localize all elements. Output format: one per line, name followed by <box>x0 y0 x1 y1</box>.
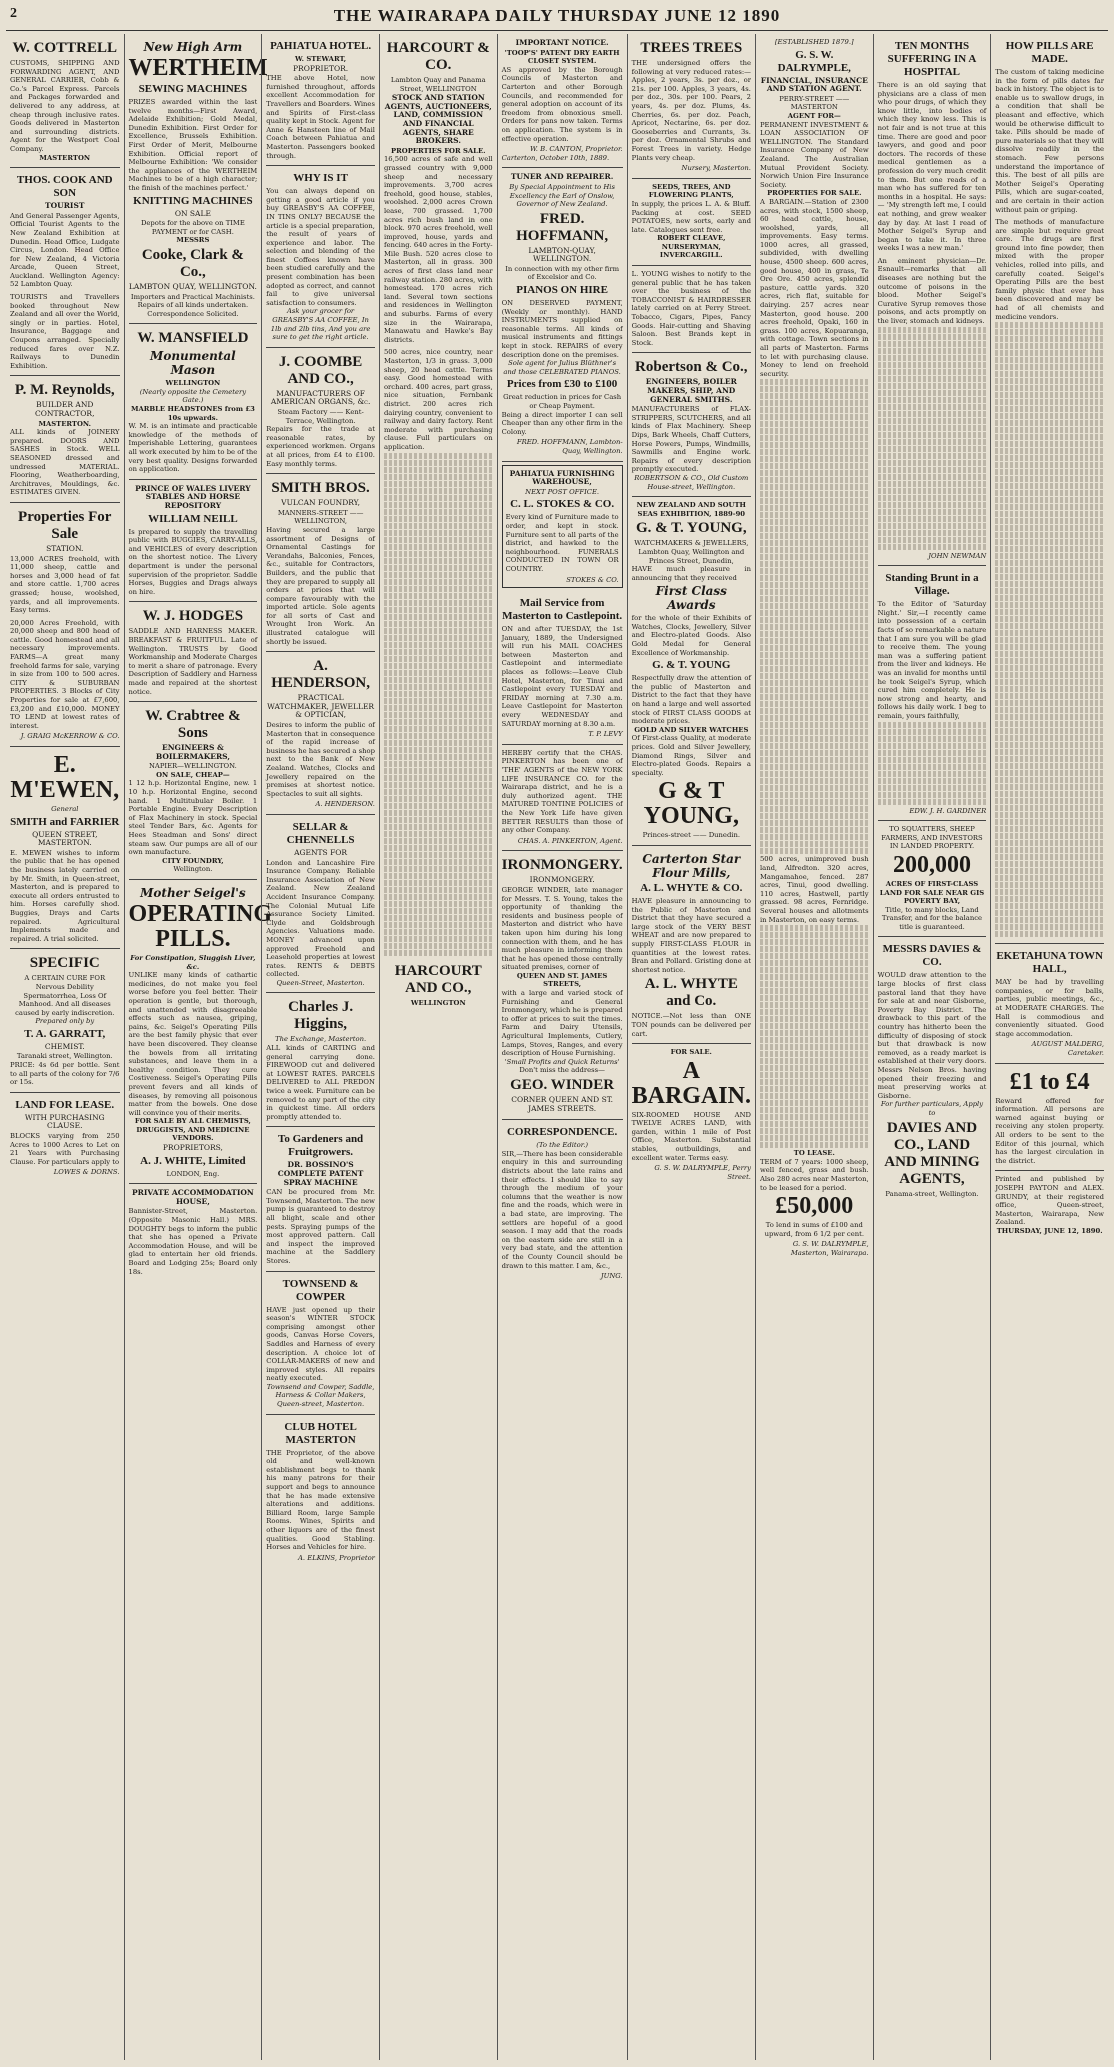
iron-body: GEORGE WINDER, late manager for Messrs. T. S. Young, takes the opportunity of thanking the residents and business people of Masterton and district who have taken upon him during his long connection with them, and he has much pleasure in informing them that he has opened those centrally situated premises, corner of <box>501 885 623 972</box>
ten-title: TEN MONTHS SUFFERING IN A HOSPITAL <box>887 40 977 78</box>
robertson-signature: ROBERTSON & CO., Old Custom House-street, Wellington. <box>634 473 749 491</box>
hoffmann-ad <box>502 168 623 461</box>
watches-title: GOLD AND SILVER WATCHES <box>634 725 749 734</box>
ironmongery-ad <box>502 851 623 1120</box>
trees-title: TREES TREES <box>640 40 743 56</box>
crabtree-ad <box>129 702 258 880</box>
sellar-chennells-ad <box>266 815 375 994</box>
bargain-ad <box>632 1044 751 1186</box>
hoffmann-body: In connection with my other firm of Excelsior and Co. <box>505 264 620 282</box>
city-foundry-place: Wellington. <box>173 865 213 874</box>
seeds-body: In supply, the prices L. A. & Bluff. Packing at cost. SEED POTATOES, new sorts, early and late. Catalogues sent free. <box>631 199 751 234</box>
cottrell-name: W. COTTRELL <box>12 40 117 56</box>
smith-sub: VULCAN FOUNDRY, <box>281 498 361 508</box>
club-hotel-ad <box>266 1415 375 1568</box>
pianos-body: ON DESERVED PAYMENT, (Weekly or monthly). HAND INSTRUMENTS supplied on reasonable terms. All kinds of musical instruments and fittings kept in stock. REPAIRS of every description done on the premises. <box>501 299 623 359</box>
corr-body: SIR,—There has been considerable enquiry in this and surrounding districts about the late rains and their effects. I should like to say through the medium of your columns that the weather is now fine and the roads, which were in a bad state, are improving. The settlers are hopeful of a good season. I may add that the roads on the eastern side are still in a very bad state, and the attention of the County Council should be drawn to this matter. I am, &c., <box>501 1149 623 1270</box>
dalrymple-sub: FINANCIAL, INSURANCE AND STATION AGENT. <box>760 75 868 94</box>
pahiatua-owner: W. STEWART, <box>295 55 347 63</box>
hoffmann-title: FRED. HOFFMANN, <box>516 210 609 244</box>
notice-date: Carterton, October 10th, 1889. <box>501 153 610 162</box>
seeds-signature: ROBERT CLEAVE, NURSERYMAN, INVERCARGILL. <box>657 234 726 260</box>
seigel-london: LONDON, Eng. <box>166 1169 220 1178</box>
how-pills-article <box>995 34 1104 944</box>
gardeners-title: To Gardeners and Fruitgrowers. <box>278 1133 364 1159</box>
specific-title: SPECIFIC <box>29 955 100 972</box>
whyte-notice: NOTICE.—Not less than ONE TON pounds can be delivered per cart. <box>631 1012 751 1038</box>
reynolds-body: ALL kinds of JOINERY prepared. DOORS AND SASHES in Stock. WELL SEASONED dressed and undressed MATERIAL. Flooring, Weatherboarding, Architraves, Mouldings, &c. ESTIMATES GIVEN. <box>10 428 120 497</box>
coombe-sub: MANUFACTURERS OF AMERICAN ORGANS, &c. <box>270 388 371 407</box>
watches-body: Of First-class Quality, at moderate prices. Gold and Silver Jewellery, Diamond Rings, Silver and Electro-plated Goods. Repairs a specialty. <box>631 734 751 777</box>
reynolds-name: P. M. Reynolds, <box>14 382 115 399</box>
props-body-2: 500 acres, unimproved bush land, Alfredton. 320 acres, Mangamahoe, fenced. 287 acres, Tinui, good dwelling. 110 acres, Hastwell, partly grassed. 98 acres, Fernridge. Several houses and allotments in Masterton, on easy terms. <box>759 855 869 924</box>
pahiatua-hotel-ad <box>266 34 375 166</box>
properties-ad <box>10 503 120 747</box>
first-class-body: for the whole of their Exhibits of Watches, Clocks, Jewellery, Silver and Electro-plated Goods. Also Gold Medal for General Excellence of Workmanship. <box>631 614 751 657</box>
reward-ad <box>995 1064 1104 1172</box>
seigel-pills-ad <box>128 880 273 1184</box>
mansfield-tag: MARBLE HEADSTONES from £3 10s upwards. <box>130 405 255 422</box>
prince-body: Is prepared to supply the travelling public with BUGGIES, CARRY-ALLS, and VEHICLES of every description on the shortest notice. The Livery department is under the personal supervision of the proprietor. Saddle Horses, Buggies and Drags always on hire. <box>128 527 258 596</box>
column-grid <box>6 34 1108 2060</box>
reynolds-place: MASTERTON. <box>38 419 92 428</box>
town-hall-ad <box>995 944 1104 1063</box>
piano-note: Sole agent for Julius Blüthner's and those CELEBRATED PIANOS. <box>503 359 621 376</box>
townsend-ad <box>266 1272 375 1415</box>
imprint <box>995 1171 1104 1240</box>
stokes-body: Every kind of Furniture made to order, and kept in stock. Furniture sent to all parts of the district, and hawked to the neighbourhood. FUNERALS CONDUCTED IN TOWN OR COUNTRY. <box>505 513 619 573</box>
money-big: £1 to £4 <box>1009 1068 1090 1095</box>
seigel-body: UNLIKE many kinds of cathartic medicines, do not make you feel worse before you feel better. Their operation is gentle, but thorough, and unattended with disagreeable effects such as nausea, griping, pains, &c. Seigel's Operating Pills are the best family physic that ever have been discovered. They cleanse the bowels from all irritating substances, and leave them in a healthy condition. They cure Costiveness. Seigel's Operating Pills prevent fevers and all kinds of diseases, by removing all poisonous matter from the bowels. One dose will convince you of their merits. <box>128 971 258 1117</box>
dalrymple-body: PERMANENT INVESTMENT & LOAN ASSOCIATION OF WELLINGTON. The Standard Insurance Company of New Zealand. The Australian Mutual Provident Society. Norwich Union Fire Insurance Society. <box>759 120 869 189</box>
knitting-body: Depots for the above on TIME PAYMENT or for CASH. <box>140 219 245 236</box>
hall-signature: AUGUST MALDERG, Caretaker. <box>1031 1040 1104 1057</box>
lease-body: TERM of 7 years: 1000 sheep, well fenced, grass and bush. Also 280 acres near Masterton, to be leased for a period. <box>759 1157 869 1192</box>
mcewen-address: QUEEN STREET, MASTERTON. <box>32 829 98 848</box>
properties-body: 13,000 ACRES freehold, with 11,000 sheep, cattle and horses and 3,000 head of fat and store cattle. 1,700 acres grassed; house, woolshed, yards, and all improvements. Easy terms. <box>10 554 120 615</box>
pianos-title: PIANOS ON HIRE <box>516 284 608 297</box>
pinkerton-ad <box>502 745 623 852</box>
harcourt-address: Lambton Quay and Panama Street, WELLINGTON <box>390 76 486 93</box>
robertson-title: Robertson & Co., <box>635 359 748 376</box>
bargain-body: SIX-ROOMED HOUSE AND TWELVE ACRES LAND, with garden, within 1 mile of Post Office, Masterton. Substantial stables, outbuildings, and excellent water. Terms easy. <box>631 1110 751 1162</box>
davies-body: WOULD draw attention to the large blocks of first class pastoral land that they have for sale at and near Gisborne, Poverty Bay District. The drawback to this part of the country has hitherto been the difficulty of disposing of stock but that drawback is now removed, as a ready market is established at their very doors. Messrs Nelson Bros. having opened their freezing and meat preserving works at Gisborne. <box>877 971 987 1100</box>
cook-tail: TOURISTS and Travellers booked throughout New Zealand and all over the World, singly or in parties. Hotel, Insurance, Baggage and Coupons arranged. Specially reduced fares over N.Z. Railways to Dunedin Exhibition. <box>10 293 120 370</box>
club-title: CLUB HOTEL MASTERTON <box>284 1420 357 1446</box>
mansfield-name: W. MANSFIELD <box>137 330 249 347</box>
prices-title: Prices from £30 to £100 <box>506 378 618 391</box>
iron-sub: IRONMONGERY. <box>529 875 595 885</box>
hall-body: MAY be had by travelling companies, or for balls, parties, public meetings, &c., at MODERATE CHARGES. The Hall is commodious and conveniently situated. Good stage accommodation. <box>995 978 1104 1038</box>
mail-body: ON and after TUESDAY, the 1st January, 1889, the Undersigned will run his MAIL COACHES between Masterton and Castlepoint and intermediate places as follows:—Leave Club Hotel, Masterton, for Tinui and Castlepoint every TUESDAY and FRIDAY morning at 7.30 a.m. Leave Castlepoint for Masterton every WEDNESDAY and SATURDAY morning at 8.30 a.m. <box>501 625 623 728</box>
henderson-signature: A. HENDERSON. <box>315 800 375 809</box>
whyte-body: HAVE pleasure in announcing to the Public of Masterton and District that they have secured a large stock of the VERY BEST WHEAT and are now prepared to supply FIRST-CLASS FLOUR in quantities at the lowest rates. Bran and Pollard. Gristing done at shortest notice. <box>631 896 751 974</box>
column-5 <box>497 34 627 2060</box>
lend-body: To lend in sums of £100 and upward, from 6 1/2 per cent. <box>764 1221 865 1238</box>
stokes-title: C. L. STOKES & CO. <box>510 498 615 511</box>
mcewen-body: E. MEWEN wishes to inform the public that he has opened the business lately carried on by Mr. Smith, in Queen-street, Masterton, and is prepared to execute all orders entrusted to him. Horses carefully shod. Buggies, Drays and Carts repaired. Agricultural Implements made and repaired. A trial solicited. <box>10 848 120 943</box>
young2-title: G. & T. YOUNG <box>652 659 731 672</box>
land-sub: WITH PURCHASING CLAUSE. <box>24 1112 105 1131</box>
toops-notice <box>502 34 623 168</box>
tuner-title: TUNER AND REPAIRER. <box>510 172 614 182</box>
corr-signature: JUNG. <box>600 1272 623 1281</box>
reynolds-ad <box>10 376 120 503</box>
column-3 <box>261 34 379 2060</box>
coffee-tail: Ask your grocer for GREASBY'S AA COFFEE, In 1lb and 2lb tins, And you are sure to get the right article. <box>270 307 371 342</box>
private-body: Bannister-Street, Masterton. (Opposite Masonic Hall.) MRS. DOUGHTY begs to inform the public that she has opened a Private Accommodation House, and will be glad to entertain her old friends. Board and Lodging 25s; Board only 18s. <box>128 1207 258 1276</box>
masthead <box>0 6 1114 30</box>
crabtree-place: NAPIER—WELLINGTON. <box>148 762 237 771</box>
harcourt-body: 16,500 acres of safe and well grassed country with 9,000 sheep and necessary improvements. 3,700 acres freehold, good house, stables, woolshed. 2,000 acres Crown lease, 700 grassed. 1,700 acres rich bush land in one block. 970 acres freehold, well improved, house, yards and fencing. 640 acres in the Forty-Mile Bush. 520 acres close to Masterton, all in grass. 300 acres of first class land near railway station. 280 acres, with homestead. 170 acres rich land. Several town sections and residences in Wellington and suburbs. Farms of every size in the Wairarapa, Manawatu and Hawke's Bay districts. <box>383 155 493 344</box>
crabtree-name: W. Crabtree & Sons <box>145 708 241 742</box>
whyte-title: A. L. WHYTE & CO. <box>640 881 743 894</box>
ten-signature: JOHN NEWMAN <box>928 551 987 560</box>
winder-address: CORNER QUEEN AND ST. JAMES STREETS. <box>511 1095 613 1113</box>
higgins-body: ALL kinds of CARTING and general carrying done. FIREWOOD cut and delivered at LOWEST RATES. PARCELS DELIVERED to ALL PREDON twice a week. Furniture can be removed to any part of the city in quickest time. All orders promptly attended to. <box>266 1044 375 1121</box>
iron-tail: Don't miss the address— <box>519 1066 605 1075</box>
ten-months-article <box>878 34 987 566</box>
crabtree-body: 1 12 h.p. Horizontal Engine, new. 1 10 h.p. Horizontal Engine, second hand. 1 Multitubular Boiler. 1 Portable Engine. Every Description of Flax Machinery in stock. Special steel Tender Bars, &c. Agents for Hees Steadman and Sons' direct steam saw. Our pumps are all of our own manufacture. <box>128 779 258 857</box>
acres-tail: Title, to many blocks, Land Transfer, and for the balance title is guaranteed. <box>881 905 983 931</box>
mcewen-sub: General <box>51 805 79 813</box>
prince-title: PRINCE OF WALES LIVERY STABLES AND HORSE REPOSITORY <box>135 483 251 510</box>
cook-name: THOS. COOK AND SON <box>16 174 113 200</box>
seigel-top: Mother Seigel's <box>140 886 246 900</box>
notice-title: IMPORTANT NOTICE. <box>515 38 609 47</box>
acres-big: 200,000 <box>892 851 971 878</box>
cottrell-body: CUSTOMS, SHIPPING AND FORWARDING AGENT, AND GENERAL CARRIER, Cobb & Co.'s Parcel Express. Parcels and Packages forwarded and delivered to any address, at cheap through inclusive rates. Goods delivered in Masterton and surrounding districts. Agent for the Westport Coal Company. <box>10 59 120 153</box>
reynolds-sub: BUILDER AND CONTRACTOR, <box>35 400 95 418</box>
davies-ad <box>878 937 987 1203</box>
whyte-ad <box>632 846 751 1044</box>
land-lease-ad <box>10 1093 120 1182</box>
townsend-body: HAVE just opened up their season's WINTER STOCK comprising amongst other goods, Canvas Horse Covers, Saddles and Harness of every description. A choice lot of COLLAR-MAKERS of new and improved styles. All repairs neatly executed. <box>266 1305 375 1383</box>
page-title: THE WAIRARAPA DAILY THURSDAY JUNE 12 1890 <box>333 6 781 25</box>
sellar-sub: AGENTS FOR <box>294 847 348 857</box>
robertson-body: MANUFACTURERS of FLAX-STRIPPERS, SCUTCHERS, and all kinds of Flax Machinery. Sheep Dips, Bark Wheels, Chaff Cutters, Horse Powers, Pumps, Windmills, Sawmills and Engine work. Repairs of every description promptly executed. <box>631 405 751 474</box>
higgins-title: Charles J. Higgins, <box>288 999 354 1033</box>
davies-signature: DAVIES AND CO., LAND AND MINING AGENTS, <box>884 1119 980 1187</box>
harcourt-title: HARCOURT & CO. <box>386 40 490 73</box>
townsend-title: TOWNSEND & COWPER <box>282 1277 359 1303</box>
higgins-ad <box>266 993 375 1127</box>
specific-body: A CERTAIN CURE FOR Nervous Debility Spermatorrhea, Loss Of Manhood. And all diseases caused by early indiscretion. <box>15 974 115 1017</box>
props-title: PROPERTIES FOR SALE. <box>767 189 862 198</box>
expo-title: NEW ZEALAND AND SOUTH SEAS EXHIBITION, 1889-90 <box>636 501 746 518</box>
davies-title: MESSRS DAVIES & CO. <box>882 943 982 969</box>
prices-signature: FRED. HOFFMANN, Lambton-Quay, Wellington. <box>516 438 623 455</box>
corr-title: CORRESPONDENCE. <box>506 1126 618 1139</box>
stand-title: Standing Brunt in a Village. <box>885 572 979 598</box>
harcourt-footer: HARCOURT AND CO., <box>394 962 482 996</box>
mansfield-body: W. M. is an intimate and practicable knowledge of the methods of Imperishable Lettering, guarantees all work executed by him to be of the very best quality. Designs forwarded on application. <box>128 422 258 474</box>
young-title: G. & T. YOUNG, <box>636 520 747 537</box>
coombe-ad <box>266 348 375 474</box>
cook-sub: TOURIST <box>45 201 85 211</box>
higgins-sub: The Exchange, Masterton. <box>275 1035 367 1044</box>
robertson-sub: ENGINEERS, BOILER MAKERS, SHIP, AND GENERAL SMITHS. <box>645 377 737 404</box>
stand-body: To the Editor of 'Saturday Night.' Sir,—I recently came into possession of a certain facts of so remarkable a nature that I am sure you will be glad to receive them. The young man was a suffering patient from the liver and kidneys. He was an invalid for months until he took Seigel's Syrup, which cured him completely. He is now strong and hearty, and follows his daily work. I beg to remain, yours faithfully, <box>877 600 987 720</box>
dalrymple-agent: AGENT FOR— <box>787 111 841 120</box>
cooke-name: Cooke, Clark & Co., <box>141 246 244 280</box>
land-signature: LOWES & DORNS. <box>53 1168 120 1177</box>
mansfield-ad <box>129 324 258 480</box>
cooke-body: Importers and Practical Machinists. Repairs of all kinds undertaken. Correspondence Solicited. <box>130 292 255 318</box>
mansfield-address: (Nearly opposite the Cemetery Gate.) <box>139 387 247 405</box>
coffee-ad <box>266 166 375 348</box>
crabtree-sale: ON SALE, CHEAP— <box>156 770 230 779</box>
wertheim-ad <box>128 34 268 324</box>
henderson-ad <box>266 652 375 815</box>
column-8 <box>873 34 991 2060</box>
dalrymple-ad <box>760 34 869 1262</box>
stokes-signature: STOKES & CO. <box>566 575 619 584</box>
young-ad <box>632 497 751 846</box>
sellar-body: London and Lancashire Fire Insurance Company. Reliable Insurance Association of New Zealand. New Zealand Accident Insurance Company. The Colonial Mutual Life Assurance Society Limited. Clyde and Goldsbrough Agencies. Valuations made. MONEY advanced upon approved Freehold and Leasehold properties at lowest rates. RENTS & DEBTS collected. <box>266 858 375 979</box>
cook-body: And General Passenger Agents, Official Tourist Agents to the New Zealand Exhibition at Dunedin. Head Office, Ludgate Circus, London. Head Office for New Zealand, 4 Victoria Arcade, Queen Street, Auckland. Wellington Agency: 52 Lambton Quay. <box>10 211 120 289</box>
hodges-ad <box>129 602 258 702</box>
club-signature: A. ELKINS, Proprietor <box>298 1553 375 1562</box>
young2-body: Respectfully draw the attention of the public of Masterton and District to the fact that they have on hand a large and well assorted stock of FIRST CLASS GOODS at moderate prices. <box>631 674 751 726</box>
seigel-white: A. J. WHITE, Limited <box>140 1154 246 1167</box>
tobacconist-ad <box>632 266 751 353</box>
smith-place: MANNERS-STREET —— WELLINGTON, <box>277 508 364 526</box>
pahiatua-title: PAHIATUA HOTEL. <box>270 40 372 52</box>
garratt-price: PRICE: 4s 6d per bottle. Sent to all parts of the colony for 7/6 or 15s. <box>10 1061 120 1087</box>
acres-body: ACRES OF FIRST-CLASS LAND FOR SALE NEAR GIS POVERTY BAY, <box>879 879 985 906</box>
seigel-big: OPERATING PILLS. <box>128 901 273 952</box>
bargain-title: A BARGAIN. <box>631 1057 751 1109</box>
pinkerton-body: HEREBY certify that the CHAS. PINKERTON has been one of 'THE' AGENTS of the NEW YORK LIFE INSURANCE CO. for the Wairarapa district, and he is a duly authorized agent. THE MATURED TONTINE POLICIES of the New York Life have given BETTER RESULTS than those of any other Company. <box>501 748 623 835</box>
pahiatua-body: THE above Hotel, now furnished throughout, affords excellent Accommodation for Travellers and Boarders. Wines and Spirits of First-class quality kept in Stock. Agent for Anne & Hansteen line of Mail Coach between Pahiatua and Masterton. Passengers booked through. <box>266 74 375 160</box>
poverty-bay-ad <box>878 821 987 937</box>
column-2 <box>124 34 273 2060</box>
stand-signature: EDW. J. H. GARDINER <box>909 806 987 815</box>
new-high-arm: New High Arm <box>143 40 243 54</box>
pahiatua-furnishing: PAHIATUA FURNISHING WAREHOUSE, <box>509 468 615 487</box>
seigel-sale: FOR SALE BY ALL CHEMISTS, DRUGGISTS, AND MEDICINE VENDORS. <box>134 1117 251 1143</box>
mansfield-place: WELLINGTON <box>165 379 221 388</box>
money-body: Reward offered for information. All persons are warned against buying or receiving any stolen property. All orders to be sent to the Editor of this journal, which has the largest circulation in the district. <box>995 1096 1104 1165</box>
pills-body: The custom of taking medicine in the form of pills dates far back in history. The object is to enable us to swallow drugs, in a condition that shall be pleasant and effective, which would be otherwise difficult to take. Pills should be made of pure materials so that they will dissolve readily in the stomach. Few persons understand the importance of this. The best of all pills are Mother Seigel's Operating Pills, which are sugar-coated, and are certain in their action without pain or griping. <box>995 68 1104 214</box>
garratt-place: Taranaki street, Wellington. <box>16 1052 113 1061</box>
sellar-title: SELLAR & CHENNELLS <box>286 820 355 846</box>
harcourt-sub: STOCK AND STATION AGENTS, AUCTIONEERS, LAND, COMMISSION AND FINANCIAL AGENTS, SHARE BROKERS. <box>384 93 492 146</box>
cottrell-place: MASTERTON <box>39 153 91 162</box>
coombe-address: Steam Factory —— Kent-Terrace, Wellington. <box>277 408 364 425</box>
first-class-title: First Class Awards <box>655 584 727 613</box>
hodges-body: SADDLE AND HARNESS MAKER. BREAKFAST & FRUITFUL. Late of Wellington. TRUSTS by Good Workmanship and Moderate Charges to merit a share of patronage. Every Description of Saddlery and Harness made and repaired at the shortest notice. <box>128 627 258 696</box>
prince-of-wales-ad <box>129 480 258 603</box>
gardeners-sub: DR. BOSSINO'S COMPLETE PATENT SPRAY MACHINE <box>277 1160 364 1187</box>
page-number: 2 <box>10 6 18 21</box>
city-foundry: CITY FOUNDRY, <box>162 856 224 865</box>
cleave-ad <box>632 179 751 266</box>
column-6 <box>627 34 755 2060</box>
notice-signature: W. B. CANTON, Proprietor. <box>529 145 623 154</box>
standing-brunt-article <box>878 566 987 821</box>
henderson-title: A. HENDERSON, <box>271 658 370 692</box>
mcewen-ad <box>10 747 120 949</box>
knitting-sub: ON SALE <box>174 208 211 218</box>
private-accommodation-ad <box>129 1184 258 1281</box>
iron-motto: 'Small Profits and Quick Returns' <box>504 1057 620 1066</box>
harcourt-footer-place: WELLINGTON <box>410 998 466 1007</box>
young3-title: G & T YOUNG, <box>643 778 739 830</box>
imprint-date: THURSDAY, JUNE 12, 1890. <box>996 1226 1103 1235</box>
properties-title: Properties For Sale <box>18 508 112 542</box>
carterton-title: Carterton Star Flour Mills, <box>642 851 741 880</box>
seigel-sub: For Constipation, Sluggish Liver, &c. <box>130 954 256 971</box>
cooke-place: LAMBTON QUAY, WELLINGTON. <box>128 281 257 291</box>
mansfield-sub: Monumental Mason <box>150 349 236 378</box>
column-4 <box>379 34 497 2060</box>
hall-title: EKETAHUNA TOWN HALL, <box>996 950 1103 976</box>
seigel-proprietors: PROPRIETORS, <box>162 1143 223 1153</box>
prices-sub: Great reduction in prices for Cash or Cheap Payment. <box>503 393 622 410</box>
smith-body: Having secured a large assortment of Designs of Ornamental Castings for Verandahs, Balconies, Fences, &c., suitable for Contractors, Builders, and the public that they are prepared to supply all orders at prices that will compare favourably with the imported article. Sole agents for all sorts of Cast and Wrought Iron Work. An illustrated catalogue will shortly be issued. <box>266 525 375 646</box>
lend-title: £50,000 <box>775 1193 854 1220</box>
trees-body: THE undersigned offers the following at very reduced rates:—Apples, 2 years, 3s. per doz., or 21s. per 100. Apples, 3 years, 4s. per doz., 30s. per 100. Pears, 2 years, 4s. per doz. Plums, 4s. Cherries, 6s. per doz. Peach, Apricot, Nectarine, 6s. per doz. Gooseberries and Currants, 3s. per doz. Ornamental Shrubs and Forest Trees in variety. Hedge Plants very cheap. <box>631 59 751 162</box>
henderson-sub: PRACTICAL WATCHMAKER, JEWELLER & OPTICIAN, <box>267 693 375 720</box>
mail-service-ad <box>502 591 623 745</box>
lend-signature: G. S. W. DALRYMPLE, Masterton, Wairarapa. <box>790 1240 869 1257</box>
coombe-title: J. COOMBE AND CO., <box>278 353 363 387</box>
pinkerton-signature: CHAS. A. PINKERTON, Agent. <box>517 836 623 845</box>
wertheim-body: PRIZES awarded within the last twelve months—First Award, Adelaide Exhibition; Gold Medal, Dunedin Exhibition. First Order for Excellence, Brussels Exhibition. First Order of Merit, Melbourne Exhibition. Official report of Melbourne Exhibition: 'We consider the appliances of the WERTHEIM Machines to be of a high character; the finish of the machines perfect.' <box>128 98 258 192</box>
mcewen-name: E. M'EWEN, <box>10 752 120 803</box>
iron-address: QUEEN AND ST. JAMES STREETS, <box>516 971 608 989</box>
henderson-body: Desires to inform the public of Masterton that in consequence of the rapid increase of business he has secured a shop next to the Bank of New Zealand. Watches, Clocks and Jewellery repaired on the premises at shortest notice. Spectacles to suit all sights. <box>266 721 375 798</box>
notice-body: AS approved by the Borough Councils of Masterton and Carterton and other Borough Councils, and recommended for general adoption on account of its freedom from obnoxious smell. Orders for pans now taken. Terms on application. The system is in effective operation. <box>501 65 623 143</box>
pahiatua-next-po: NEXT POST OFFICE. <box>525 487 600 496</box>
iron-body-2: with a large and varied stock of Furnishing and General Ironmongery, which he is prepared to offer at prices to suit the times. Farm and Dairy Utensils, Agricultural Implements, Cutlery, Lamps, Stoves, Ranges, and every description of House Furnishing. <box>501 989 623 1058</box>
harcourt-props: PROPERTIES FOR SALE. <box>391 146 486 155</box>
young-sub: WATCHMAKERS & JEWELLERS, Lambton Quay, Wellington and Princes Street, Dunedin, <box>634 539 749 565</box>
smith-bros-ad <box>266 474 375 652</box>
private-title: PRIVATE ACCOMMODATION HOUSE, <box>132 1188 254 1206</box>
prices-body: Being a direct importer I can sell Cheaper than any other firm in the Colony. <box>501 410 623 436</box>
sellar-address: Queen-Street, Masterton. <box>276 978 365 987</box>
mail-signature: T. P. LEVY <box>588 730 623 739</box>
knitting-title: KNITTING MACHINES <box>133 194 253 207</box>
whyte-signature: A. L. WHYTE and Co. <box>644 976 738 1010</box>
young3-sub: Princes-street —— Dunedin. <box>642 831 741 840</box>
mcewen-trade: SMITH and FARRIER <box>10 815 120 828</box>
seeds-title: SEEDS, TREES, AND FLOWERING PLANTS, <box>648 182 734 200</box>
iron-title: IRONMONGERY. <box>501 857 623 874</box>
wertheim-sub: SEWING MACHINES <box>138 83 248 95</box>
forsale-title: FOR SALE. <box>670 1048 712 1057</box>
lease-title: TO LEASE. <box>793 1149 835 1158</box>
established: [ESTABLISHED 1879.] <box>774 38 854 46</box>
land-title: LAND FOR LEASE. <box>15 1098 115 1111</box>
coombe-body: Repairs for the trade at reasonable rates, by experienced workmen. Organs at all prices, from £4 to £100. Easy monthly terms. <box>266 425 375 468</box>
wertheim-title: WERTHEIM <box>128 55 268 81</box>
column-7 <box>755 34 873 2060</box>
pills-title: HOW PILLS ARE MADE. <box>1005 40 1094 65</box>
hodges-name: W. J. HODGES <box>142 608 244 625</box>
column-1 <box>6 34 124 2060</box>
notice-sub: 'TOOP'S' PATENT DRY EARTH CLOSET SYSTEM. <box>504 48 620 66</box>
properties-sub: STATION. <box>46 543 84 553</box>
trees-signature: Nursery, Masterton. <box>681 164 751 173</box>
harcourt-ad <box>384 34 493 1012</box>
gardeners-ad <box>266 1127 375 1271</box>
coffee-title: WHY IS IT <box>293 172 348 185</box>
gardeners-body: CAN be procured from Mr. Townsend, Masterton. The new pump is guaranteed to destroy all blight, scale and other pests. Spraying pumps of the most approved pattern. Call and inspect the improved machine at the Saddlery Stores. <box>266 1188 375 1265</box>
ten-body-2: An eminent physician—Dr. Esnault—remarks that all diseases are nothing but the outcome of poisons in the blood. Mother Seigel's Curative Syrup removes those poisons, and acts promptly on the liver, stomach and kidneys. <box>877 256 987 326</box>
garratt-name: T. A. GARRATT, <box>24 1027 106 1040</box>
land-body: BLOCKS varying from 250 Acres to 1000 Acres to Let on 21 Years with Purchasing Clause. For particulars apply to <box>10 1132 120 1166</box>
imprint-body: Printed and published by JOSEPH PAYTON and ALEX. GRUNDY, at their registered office, Queen-street, Masterton, Wairarapa, New Zealand. <box>995 1175 1104 1227</box>
specific-prepared: Prepared only by <box>35 1017 95 1026</box>
props-body: A BARGAIN.—Station of 2300 acres, with stock, 1500 sheep, 60 head cattle, house, woolshed, yards, all improvements. Easy terms. 1000 acres, all grassed, subdivided, with dwelling house, 4500 sheep. 600 acres, good house, 400 in grass, Te Ore Ore. 450 acres, splendid pasture, cattle yards. 320 acres, rich flat, suitable for dairying. 257 acres near Masterton, good house. 200 acres freehold, Opaki, 160 in grass. 100 acres, Kopuaranga, with cottage. Town sections in all parts of Masterton. Farms to let with purchasing clause. Money to lend on freehold security. <box>759 197 869 378</box>
hoffmann-address: LAMBTON-QUAY, WELLINGTON. <box>528 245 596 264</box>
properties-signature: J. GRAIG McKERROW & CO. <box>20 732 120 741</box>
townsend-signature: Townsend and Cowper, Saddle, Harness & Collar Makers, Queen-street, Masterton. <box>266 1382 375 1409</box>
crabtree-sub: ENGINEERS & BOILERMAKERS, <box>155 743 230 761</box>
properties-body-2: 20,000 Acres Freehold, with 20,000 sheep and 800 head of cattle. Good homestead and all necessary improvements. FARMS—A great many freehold farms for sale, varying in size from 100 to 500 acres. CITY & SUBURBAN PROPERTIES. 3 Blocks of City Properties for sale at £7,600, £3,200 and £10,000. MONEY TO LEND at lowest rates of interest. <box>10 618 120 730</box>
tuner-body: By Special Appointment to His Excellency the Earl of Onslow, Governor of New Zealand. <box>509 182 615 209</box>
pills-body-2: The methods of manufacture are simple but require great care. The drugs are first ground into fine powder, then mixed with the proper vehicles, rolled into pills, and carefully coated. Seigel's Operating Pills are the best family physic that ever has been discovered and may be had of all chemists and medicine vendors. <box>995 218 1104 321</box>
stokes-ad <box>502 465 623 589</box>
trees-ad <box>632 34 751 179</box>
winder-title: GEO. WINDER <box>510 1077 615 1093</box>
mail-title: Mail Service from Masterton to Castlepoint. <box>502 597 623 623</box>
dalrymple-title: G. S. W. DALRYMPLE, <box>777 48 851 74</box>
davies-address: Panama-street, Wellington. <box>885 1189 979 1198</box>
correspondence <box>502 1120 623 1286</box>
prince-name: WILLIAM NEILL <box>148 512 238 525</box>
masthead-rule <box>6 30 1108 31</box>
club-body: THE Proprietor, of the above old and well-known establishment begs to thank his many patrons for their support and begs to announce that he has made extensive alterations and additions. Billiard Room, large Sample Rooms. Wines, Spirits and other liquors are of the finest qualities. Good Stabling. Horses and Vehicles for hire. <box>266 1448 375 1552</box>
cottrell-ad <box>10 34 120 168</box>
ten-body: There is an old saying that physicians are a class of men who pour drugs, of which they know little, into bodies of which they know less. This is not fair and is not true at this time. There are good and poor lawyers, and good and poor doctors. The records of these medical gentlemen as a profession do very much credit to them. But one reads of a man who has suffered for ten months in a hospital. He says:— 'My strength left me, I could eat nothing, and grew weaker day by day. At last I read of Mother Seigel's Syrup and began to take it. In three weeks I was a new man.' <box>877 81 987 253</box>
young-body: HAVE much pleasure in announcing that they received <box>631 565 751 582</box>
harcourt-body-2: 500 acres, nice country, near Masterton, 1/3 in grass. 3,000 sheep, 20 head cattle. Terms easy. Good homestead with orchard. 400 acres, part grass, nice situation, Fernbank district. 200 acres rich dairying country, convenient to railway and dairy factory. Rent moderate with purchasing clause. Full particulars on application. <box>383 348 493 451</box>
corr-sub: (To the Editor.) <box>536 1141 589 1150</box>
column-9 <box>990 34 1108 2060</box>
messrs-label: MESSRS <box>176 236 210 245</box>
bargain-signature: G. S. W. DALRYMPLE, Perry Street. <box>654 1164 751 1181</box>
squatters-title: TO SQUATTERS, SHEEP FARMERS, AND INVESTORS IN LANDED PROPERTY. <box>881 825 983 851</box>
garratt-sub: CHEMIST. <box>44 1041 85 1051</box>
davies-apply: For further particulars, Apply to <box>880 1100 984 1117</box>
tobacco-body: L. YOUNG wishes to notify to the general public that he has taken over the business of the TOBACCONIST & HAIRDRESSER lately carried on at Perry Street. Tobacco, Cigars, Pipes, Fancy Goods. Hair-cutting and Shaving Saloon. Best Brands kept in Stock. <box>631 270 751 347</box>
specific-ad <box>10 949 120 1093</box>
smith-title: SMITH BROS. <box>271 480 370 497</box>
robertson-ad <box>632 353 751 497</box>
dalrymple-address: PERRY-STREET —— MASTERTON <box>779 94 850 112</box>
coffee-body: You can always depend on getting a good article if you buy GREASBY'S AA COFFEE, IN TINS ONLY? BECAUSE the article is a special preparation, the result of years of experience and labor. The selection and blending of the finest Coffees known have been studied carefully and the present combination has been adopted as correct, and cannot fail to give universal satisfaction to consumers. <box>266 187 375 307</box>
cook-ad <box>10 168 120 376</box>
pahiatua-prop: PROPRIETOR. <box>293 63 349 73</box>
